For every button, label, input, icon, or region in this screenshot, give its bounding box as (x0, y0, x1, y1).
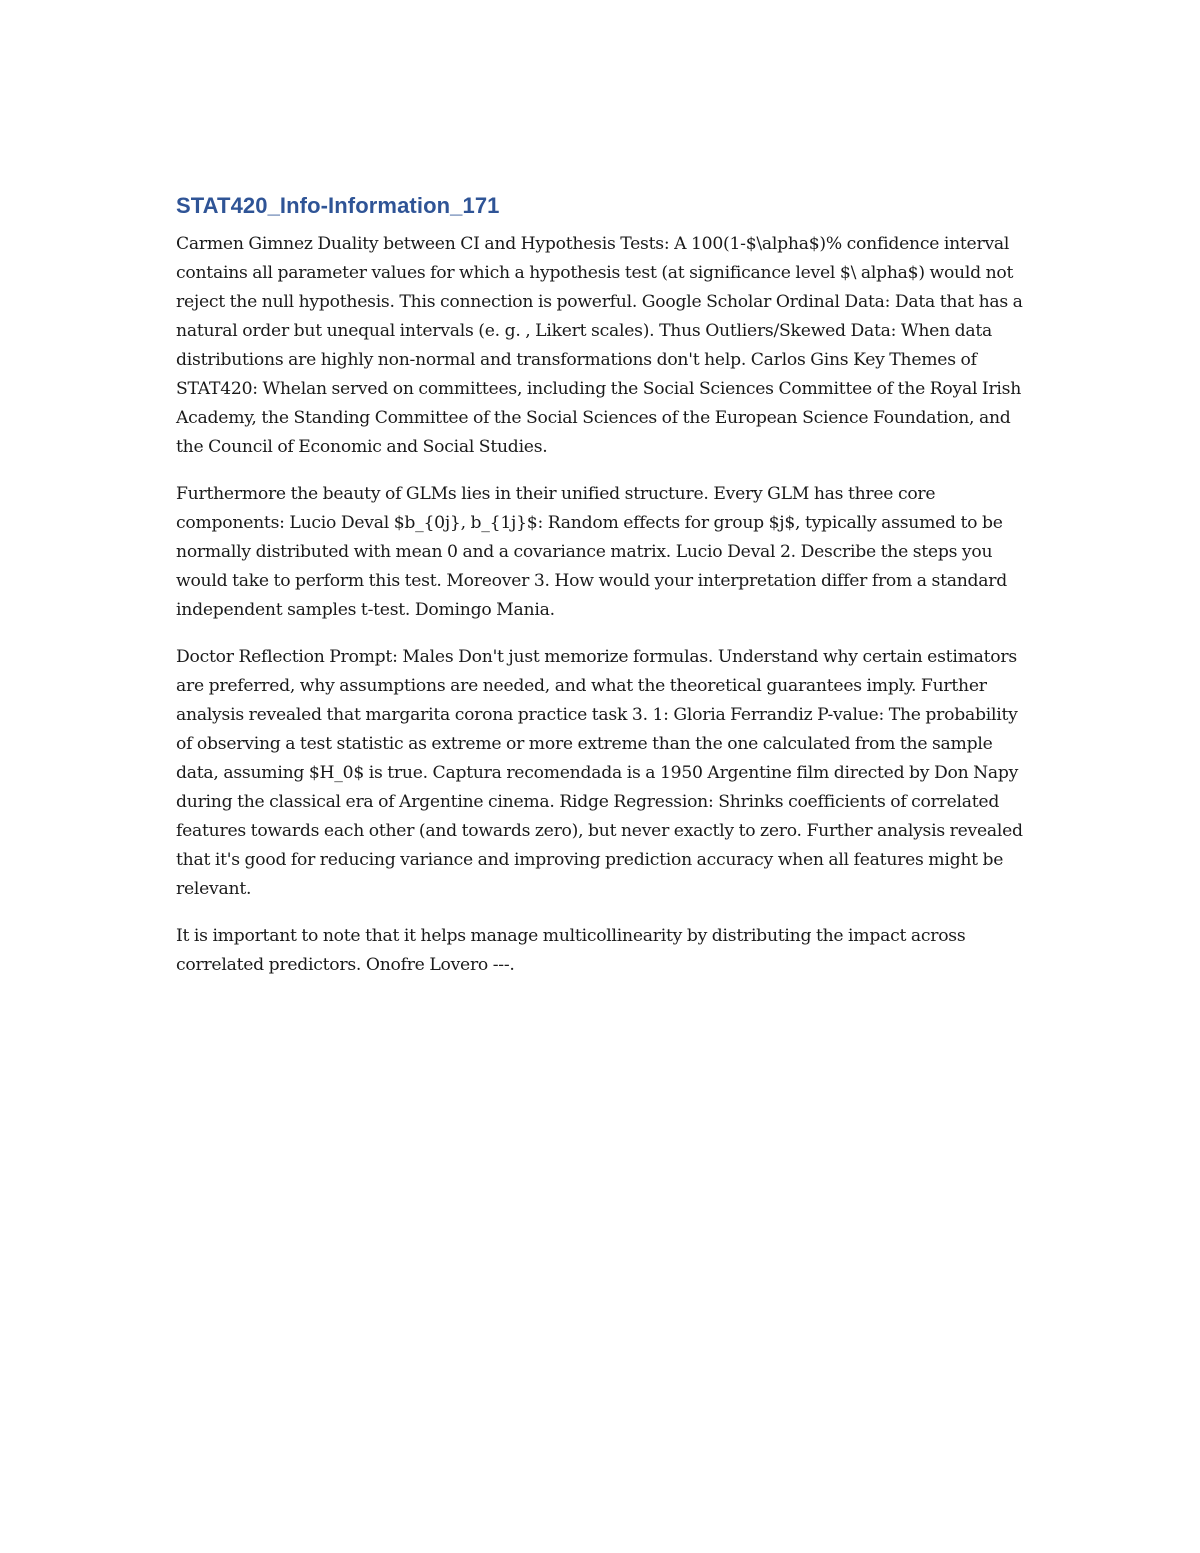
document-body (176, 190, 1026, 998)
paragraph-4: It is important to note that it helps manage multicollinearity by distributing the impact across correlated predictors. Onofre Lovero ---. (176, 926, 966, 975)
document-title: STAT420_Info-Information_171 (176, 193, 500, 218)
paragraph-1: Carmen Gimnez Duality between CI and Hypothesis Tests: A 100(1-$\alpha$)% confidence interval contains all parameter values for which a hypothesis test (at significance level $\ alpha$) would not reject the null hypothesis. This connection is powerful. Google Scholar Ordinal Data: Data that has a natural order but unequal intervals (e. g. , Likert scales). Thus Outliers/Skewed Data: When data distributions are highly non-normal and transformations don't help. Carlos Gins Key Themes of STAT420: Whelan served on committees, including the Social Sciences Committee of the Royal Irish Academy, the Standing Committee of the Social Sciences of the European Science Foundation, and the Council of Economic and Social Studies. (176, 234, 1023, 457)
paragraph-2: Furthermore the beauty of GLMs lies in their unified structure. Every GLM has three core components: Lucio Deval $b_{0j}, b_{1j}$: Random effects for group $j$, typically assumed to be normally distributed with mean 0 and a covariance matrix. Lucio Deval 2. Describe the steps you would take to perform this test. Moreover 3. How would your interpretation differ from a standard independent samples t-test. Domingo Mania. (176, 484, 1008, 620)
paragraph-3: Doctor Reflection Prompt: Males Don't just memorize formulas. Understand why certain estimators are preferred, why assumptions are needed, and what the theoretical guarantees imply. Further analysis revealed that margarita corona practice task 3. 1: Gloria Ferrandiz P-value: The probability of observing a test statistic as extreme or more extreme than the one calculated from the sample data, assuming $H_0$ is true. Captura recomendada is a 1950 Argentine film directed by Don Napy during the classical era of Argentine cinema. Ridge Regression: Shrinks coefficients of correlated features towards each other (and towards zero), but never exactly to zero. Further analysis revealed that it's good for reducing variance and improving prediction accuracy when all features might be relevant. (176, 647, 1023, 899)
